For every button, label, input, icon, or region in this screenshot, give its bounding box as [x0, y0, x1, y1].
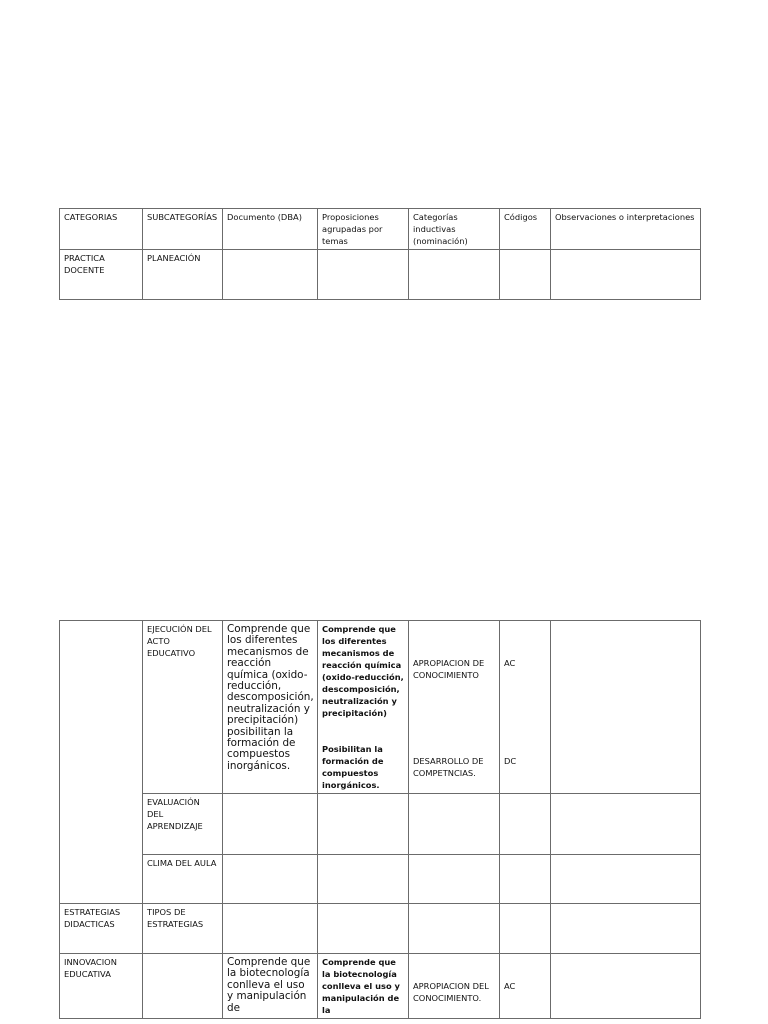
categoria-inductiva-1: APROPIACION DE CONOCIMIENTO: [413, 658, 485, 680]
header-subcategorias: SUBCATEGORÍAS: [143, 209, 223, 250]
header-row: [60, 209, 701, 250]
categoria-inductiva-2: DESARROLLO DE COMPETNCIAS.: [413, 756, 484, 778]
cell-empty: [500, 794, 551, 855]
table-row: [60, 794, 701, 855]
cell-empty: [409, 794, 500, 855]
cell-categoria: PRACTICA DOCENTE: [60, 250, 143, 300]
cell-proposiciones: Comprende que la biotecnología conlleva el uso y manipulación de la: [318, 954, 409, 1019]
cell-codigos: [500, 954, 551, 1019]
cell-subcategoria-evaluacion: EVALUACIÓN DEL APRENDIZAJE: [143, 794, 223, 855]
cell-empty: [409, 855, 500, 904]
cell-subcategoria: PLANEACIÓN: [143, 250, 223, 300]
cell-empty: [500, 250, 551, 300]
cell-categoria-innovacion: INNOVACION EDUCATIVA: [60, 954, 143, 1019]
proposicion-2: Posibilitan la formación de compuestos inorgánicos.: [322, 744, 384, 790]
cell-empty: [551, 621, 701, 794]
cell-empty: [551, 904, 701, 954]
header-proposiciones: Proposiciones agrupadas por temas: [318, 209, 409, 250]
header-categorias-inductivas: Categorías inductivas (nominación): [409, 209, 500, 250]
cell-empty: [223, 904, 318, 954]
cell-subcategoria-ejecucion: EJECUCIÓN DEL ACTO EDUCATIVO: [143, 621, 223, 794]
table-row: [60, 250, 701, 300]
cell-empty: [60, 621, 143, 904]
cell-empty: [551, 794, 701, 855]
cell-empty: [223, 855, 318, 904]
header-documento: Documento (DBA): [223, 209, 318, 250]
cell-proposiciones: [318, 621, 409, 794]
cell-subcategoria-tipos: TIPOS DE ESTRATEGIAS: [143, 904, 223, 954]
table-row: [60, 621, 701, 794]
cell-empty: [318, 794, 409, 855]
cell-categoria-estrategias: ESTRATEGIAS DIDACTICAS: [60, 904, 143, 954]
cell-categorias-inductivas: [409, 621, 500, 794]
header-observaciones: Observaciones o interpretaciones: [551, 209, 701, 250]
table-row: [60, 855, 701, 904]
coding-table-top: [59, 208, 701, 300]
categoria-inductiva: APROPIACION DEL CONOCIMIENTO.: [413, 981, 489, 1003]
header-categorias: CATEGORIAS: [60, 209, 143, 250]
codigo-2: DC: [504, 756, 517, 766]
cell-empty: [409, 904, 500, 954]
cell-empty: [318, 855, 409, 904]
header-codigos: Códigos: [500, 209, 551, 250]
cell-empty: [318, 250, 409, 300]
cell-empty: [551, 855, 701, 904]
codigo: AC: [504, 981, 516, 991]
cell-empty: [223, 250, 318, 300]
cell-empty: [143, 954, 223, 1019]
cell-categorias-inductivas: [409, 954, 500, 1019]
cell-empty: [409, 250, 500, 300]
codigo-1: AC: [504, 658, 516, 668]
cell-empty: [223, 794, 318, 855]
cell-empty: [500, 855, 551, 904]
cell-codigos: [500, 621, 551, 794]
cell-empty: [551, 250, 701, 300]
proposicion-1: Comprende que los diferentes mecanismos de reacción química (oxido-reducción, descomposición, neutralización y precipitación): [322, 624, 404, 718]
cell-documento-dba: Comprende que los diferentes mecanismos de reacción química (oxido-reducción, descomposición, neutralización y precipitación) posibilitan la formación de compuestos inorgánicos.: [223, 621, 318, 794]
table-row: [60, 904, 701, 954]
coding-table-continued: [59, 620, 701, 1019]
cell-empty: [318, 904, 409, 954]
cell-empty: [500, 904, 551, 954]
table-row: [60, 954, 701, 1019]
cell-documento-dba: Comprende que la biotecnología conlleva el uso y manipulación de: [223, 954, 318, 1019]
cell-subcategoria-clima: CLIMA DEL AULA: [143, 855, 223, 904]
cell-empty: [551, 954, 701, 1019]
